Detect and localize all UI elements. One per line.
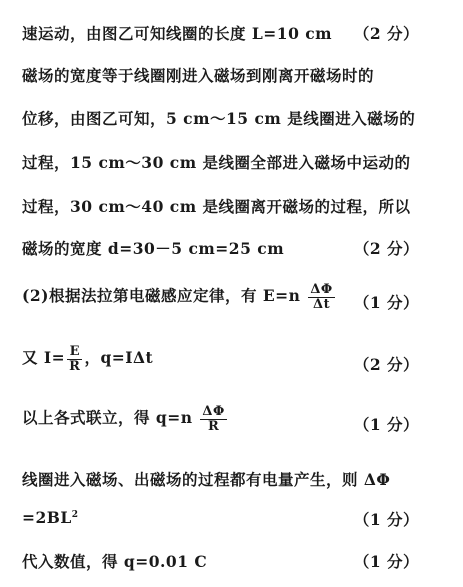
fraction-denominator: Δt (312, 296, 331, 312)
text-line-1 (22, 22, 449, 44)
line-text: 过程，30 cm～40 cm 是线圈离开磁场的过程，所以 (22, 197, 411, 216)
fraction-numerator: ΔΦ (202, 404, 225, 419)
text-line-7 (22, 283, 449, 311)
text-line-3 (22, 107, 449, 129)
fraction-denominator: R (69, 358, 81, 374)
line-text: (2)根据法拉第电磁感应定律，有 E=n (22, 286, 301, 306)
fraction (308, 283, 334, 311)
text-line-9 (22, 405, 449, 433)
line-text: =2BL (22, 508, 72, 527)
fraction-denominator: R (207, 418, 220, 434)
text-line-11 (22, 508, 449, 527)
text-line-4 (22, 151, 449, 173)
line-text-b: ，q=IΔt (84, 348, 154, 368)
text-line-10 (22, 468, 449, 490)
line-text: 磁场的宽度等于线圈刚进入磁场到刚离开磁场时的 (22, 66, 375, 85)
superscript: 2 (71, 509, 79, 520)
text-line-6 (22, 237, 449, 259)
line-text: 速运动，由图乙可知线圈的长度 L=10 cm (22, 24, 333, 43)
line-text: 以上各式联立，得 q=n (22, 408, 193, 428)
line-text: 过程，15 cm～30 cm 是线圈全部进入磁场中运动的 (22, 153, 411, 172)
fraction (200, 405, 226, 433)
score-label: （1 分） (353, 293, 419, 312)
score-label: （1 分） (353, 510, 419, 529)
text-line-12 (22, 550, 449, 572)
line-text: 磁场的宽度 d=30－5 cm=25 cm (22, 239, 285, 258)
score-label: （2 分） (353, 355, 419, 374)
fraction (67, 345, 82, 373)
line-text: 线圈进入磁场、出磁场的过程都有电量产生，则 ΔΦ (22, 470, 391, 489)
text-line-5 (22, 195, 449, 217)
line-text: 代入数值，得 q=0.01 C (22, 552, 208, 571)
line-text-a: 又 I= (22, 348, 66, 368)
fraction-numerator: E (67, 345, 82, 360)
line-text: 位移，由图乙可知，5 cm～15 cm 是线圈进入磁场的 (22, 109, 416, 128)
score-label: （1 分） (353, 415, 419, 434)
text-line-8 (22, 345, 449, 373)
score-label: （1 分） (353, 552, 419, 571)
score-label: （2 分） (353, 24, 419, 43)
fraction-numerator: ΔΦ (310, 282, 333, 297)
score-label: （2 分） (353, 239, 419, 258)
text-line-2 (22, 64, 449, 86)
